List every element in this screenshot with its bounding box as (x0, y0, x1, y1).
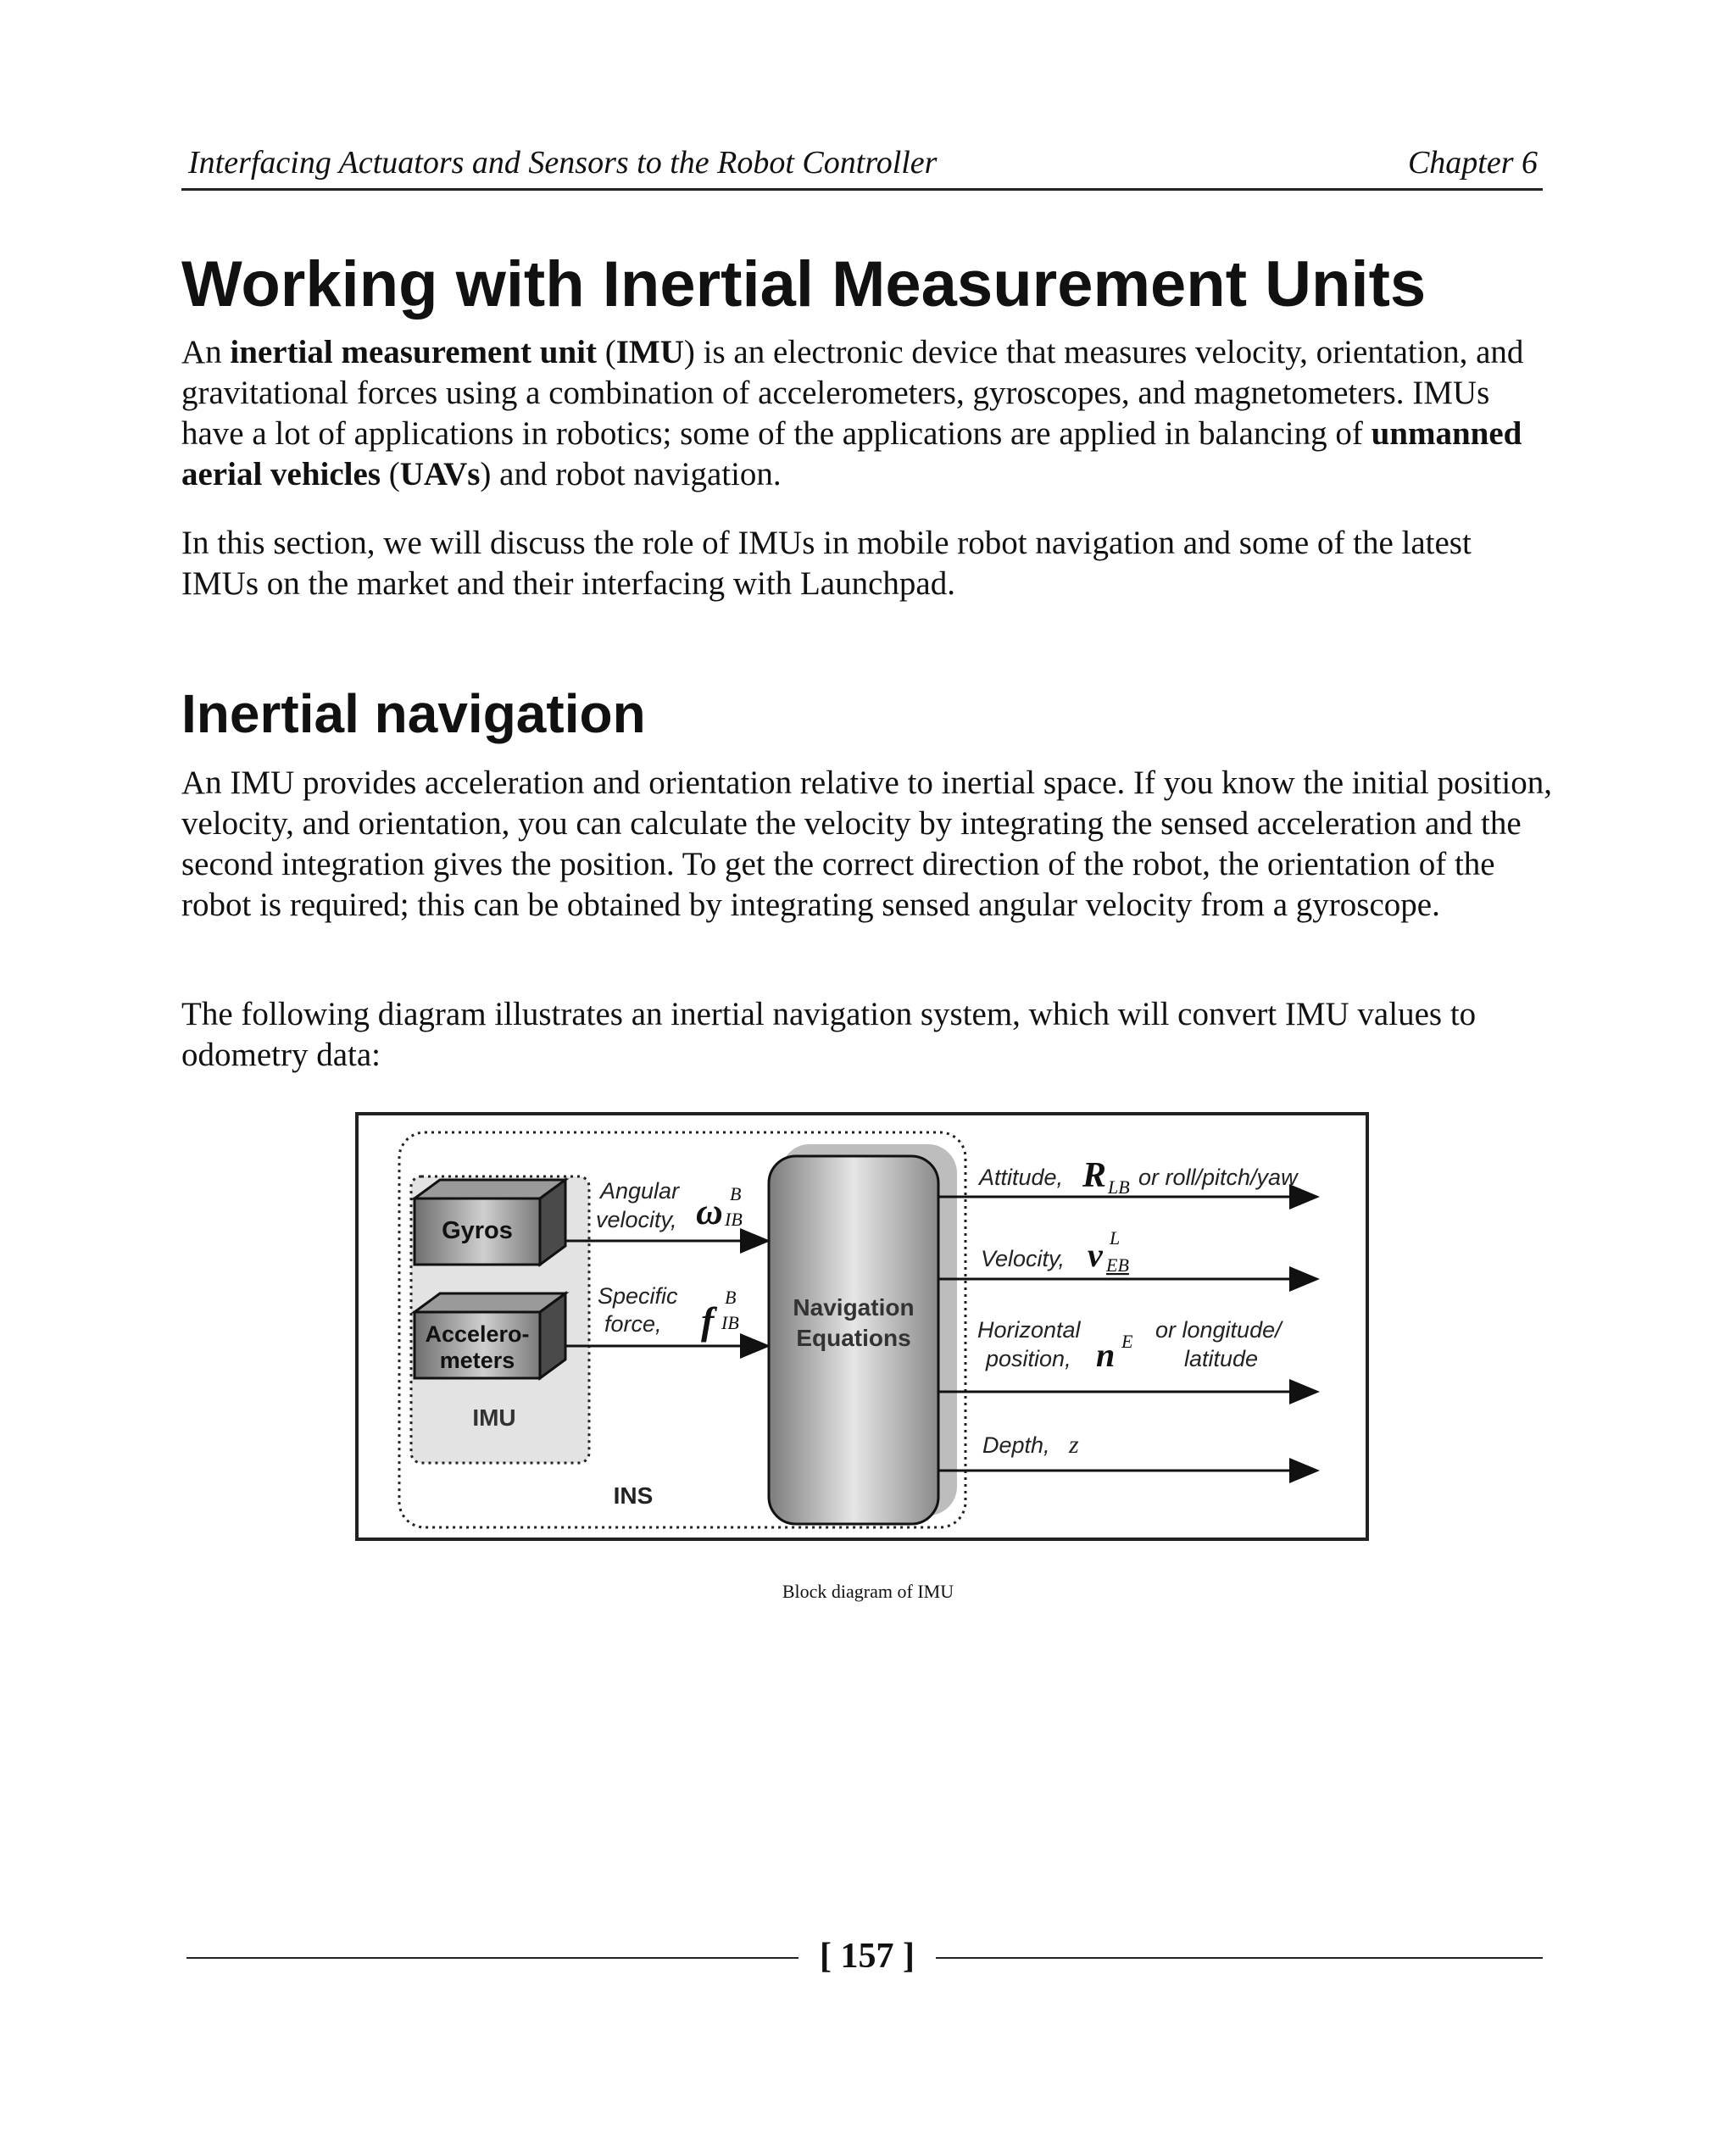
paragraph-inertial-navigation: An IMU provides acceleration and orientation relative to inertial space. If you know the initial position, velocity, and orientation, you can calculate the velocity by integrating the sensed acceleration and the second integration gives the position. To get the correct direction of the robot, the orientation of the robot is required; this can be obtained by integrating sensed angular velocity from a gyroscope. (181, 765, 1552, 923)
running-header-title: Interfacing Actuators and Sensors to the Robot Controller (188, 145, 938, 181)
gyros-label: Gyros (442, 1217, 513, 1244)
paragraph-section-intro: In this section, we will discuss the role of IMUs in mobile robot navigation and some of the latest IMUs on the market and their interfacing with Launchpad. (181, 525, 1472, 602)
omega-subscript: IB (725, 1209, 743, 1230)
v-symbol: v (1088, 1236, 1103, 1274)
header-rule (181, 188, 1543, 191)
specific-label-2: force, (604, 1311, 662, 1337)
omega-symbol: ω (696, 1191, 723, 1232)
attitude-label: Attitude, (979, 1165, 1064, 1190)
depth-label: Depth, (982, 1432, 1050, 1458)
imu-label: IMU (472, 1404, 516, 1431)
ins-label: INS (613, 1482, 654, 1509)
accelerometers-label-1: Accelero- (425, 1321, 530, 1347)
specific-label-1: Specific (598, 1283, 678, 1309)
f-symbol: f (701, 1299, 715, 1343)
navigation-equations-block (769, 1144, 957, 1524)
subsection-title: Inertial navigation (181, 683, 646, 744)
omega-superscript: B (730, 1183, 742, 1204)
ins-block-diagram (355, 1112, 1369, 1541)
running-header-chapter: Chapter 6 (1407, 145, 1538, 181)
gyros-block (415, 1180, 565, 1265)
v-subscript: EB (1106, 1254, 1129, 1276)
z-symbol: z (1069, 1431, 1079, 1459)
n-symbol: n (1096, 1336, 1116, 1374)
n-superscript: E (1121, 1331, 1133, 1352)
angular-label-2: velocity, (596, 1207, 677, 1232)
horizontal-label-2: position, (986, 1346, 1071, 1371)
f-subscript: IB (721, 1312, 739, 1333)
figure-caption: Block diagram of IMU (782, 1581, 954, 1602)
nav-label-2: Equations (796, 1325, 911, 1351)
page-number: [ 157 ] (820, 1937, 915, 1976)
accelerometers-label-2: meters (439, 1348, 515, 1373)
footer-rule-left (186, 1957, 798, 1959)
R-symbol: R (1082, 1156, 1107, 1195)
v-superscript: L (1110, 1227, 1121, 1248)
R-subscript: LB (1108, 1176, 1130, 1198)
nav-label-1: Navigation (793, 1294, 915, 1321)
lonlat-label-2: latitude (1184, 1346, 1259, 1371)
f-superscript: B (725, 1287, 737, 1308)
velocity-label: Velocity, (981, 1246, 1066, 1271)
paragraph-imu-definition: An inertial measurement unit (IMU) is an electronic device that measures velocity, orientation, and gravitational forces using a combination of accelerometers, gyroscopes, and magnetometers. IMUs have a lot of applications in robotics; some of the applications are applied in balancing of unmanned aerial vehicles (UAVs) and robot navigation. (181, 334, 1524, 492)
diagram-canvas (359, 1115, 1366, 1538)
paragraph-diagram-intro: The following diagram illustrates an inertial navigation system, which will convert IMU values to odometry data: (181, 996, 1477, 1073)
section-title: Working with Inertial Measurement Units (181, 248, 1427, 320)
accelerometers-block (415, 1293, 565, 1378)
attitude-tail: or roll/pitch/yaw (1138, 1165, 1298, 1190)
angular-label-1: Angular (600, 1178, 680, 1204)
footer-rule-right (936, 1957, 1543, 1959)
horizontal-label-1: Horizontal (977, 1317, 1081, 1343)
lonlat-label-1: or longitude/ (1155, 1317, 1282, 1343)
